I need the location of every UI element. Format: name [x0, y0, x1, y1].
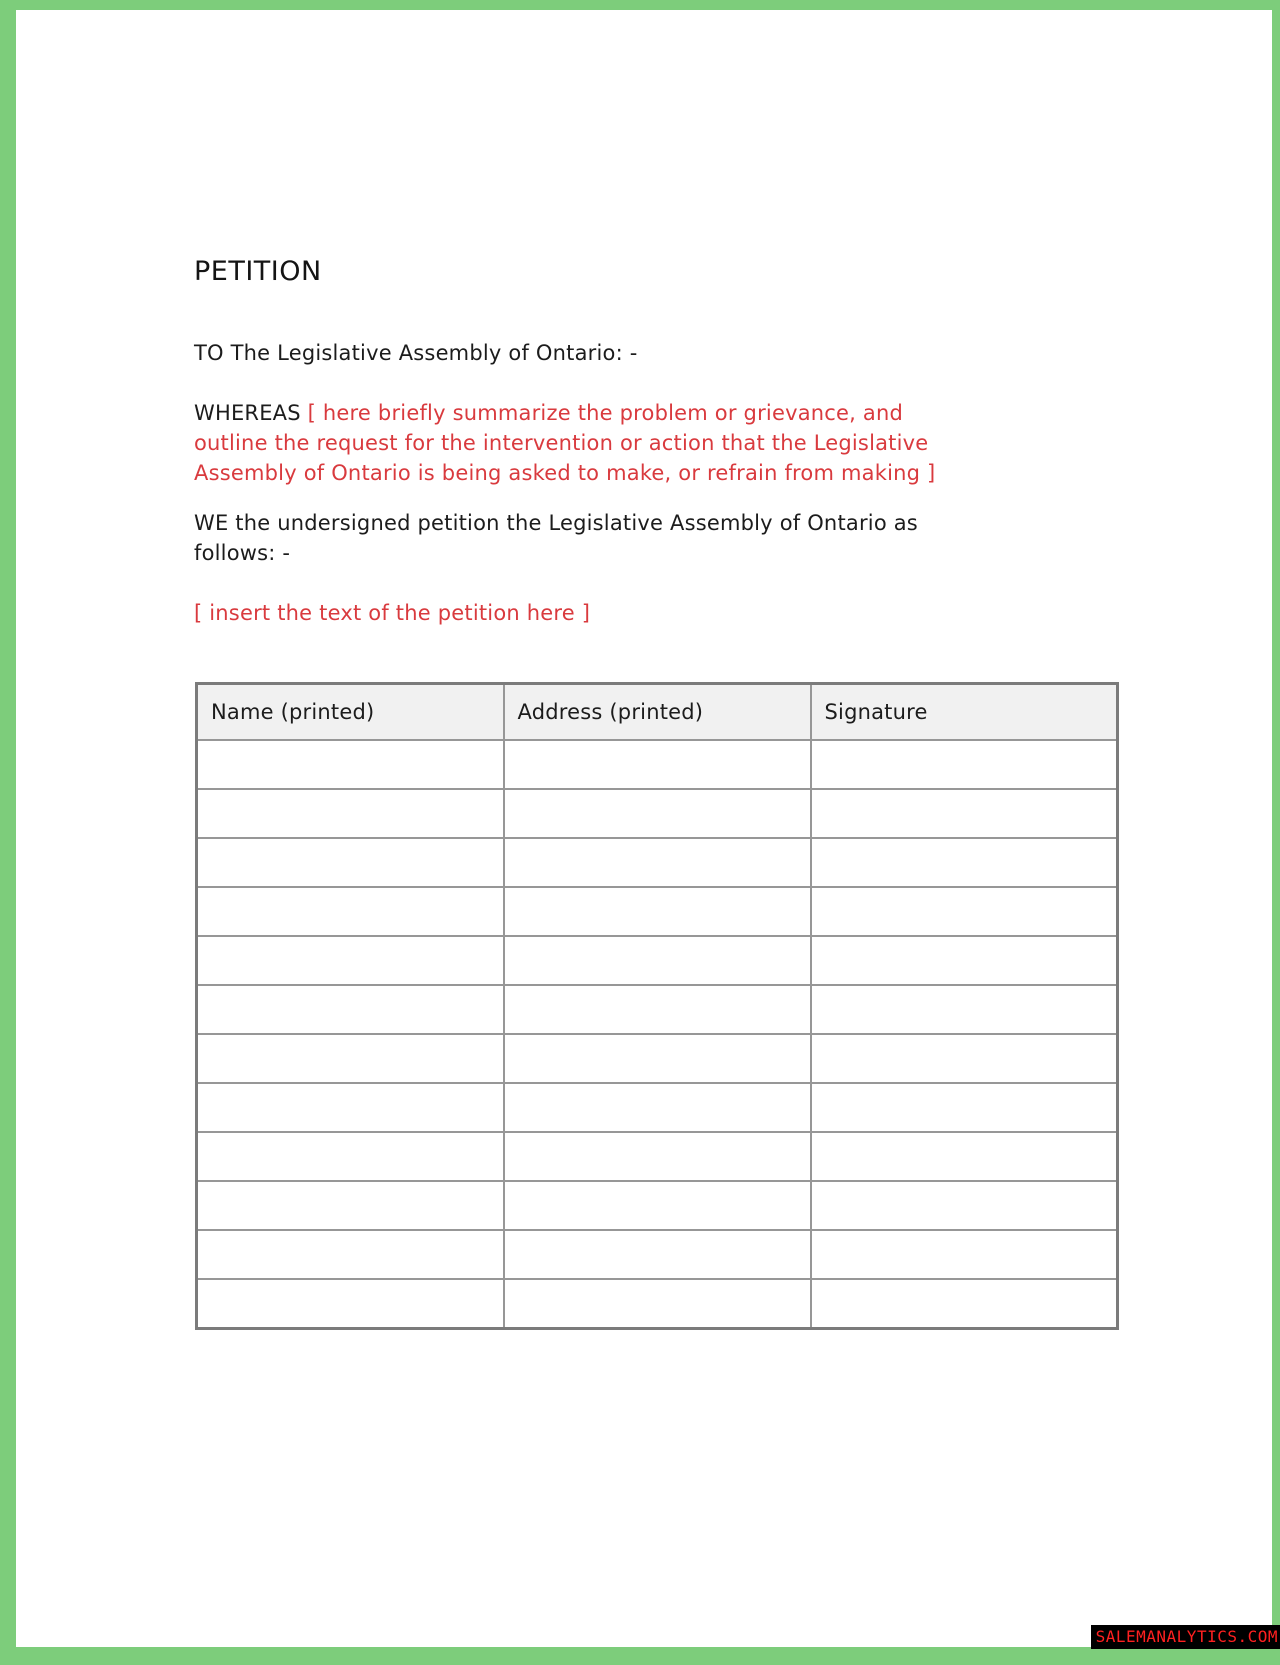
whereas-placeholder-line-1: [ here briefly summarize the problem or grievance, and: [307, 401, 904, 425]
signature-table-body: [197, 740, 1118, 1329]
signature-cell: [811, 985, 1118, 1034]
petition-clause-line-2: follows: -: [194, 541, 291, 565]
address-cell: [504, 1132, 811, 1181]
signature-row: [197, 887, 1118, 936]
name-cell: [197, 789, 504, 838]
header-name-printed: Name (printed): [197, 684, 504, 741]
watermark-badge: SALEMANALYTICS.COM: [1091, 1625, 1280, 1649]
name-cell: [197, 887, 504, 936]
signature-row: [197, 789, 1118, 838]
name-cell: [197, 985, 504, 1034]
name-cell: [197, 1034, 504, 1083]
signature-cell: [811, 1083, 1118, 1132]
address-cell: [504, 1034, 811, 1083]
signature-row: [197, 838, 1118, 887]
whereas-placeholder-line-2: outline the request for the intervention or action that the Legislative: [194, 431, 929, 455]
signature-cell: [811, 740, 1118, 789]
signature-cell: [811, 789, 1118, 838]
signature-row: [197, 1279, 1118, 1329]
signature-row: [197, 740, 1118, 789]
signature-row: [197, 1083, 1118, 1132]
signature-cell: [811, 1132, 1118, 1181]
signature-row: [197, 1132, 1118, 1181]
salutation-line: TO The Legislative Assembly of Ontario: -: [194, 341, 638, 365]
name-cell: [197, 740, 504, 789]
signature-row: [197, 985, 1118, 1034]
petition-text-placeholder: [ insert the text of the petition here ]: [194, 601, 591, 625]
signature-row: [197, 1034, 1118, 1083]
signature-table-header: [197, 684, 1118, 741]
whereas-paragraph: [194, 398, 935, 488]
signature-cell: [811, 1181, 1118, 1230]
address-cell: [504, 1279, 811, 1329]
address-cell: [504, 936, 811, 985]
signature-cell: [811, 1034, 1118, 1083]
whereas-label: WHEREAS: [194, 401, 308, 425]
name-cell: [197, 1083, 504, 1132]
signature-cell: [811, 1230, 1118, 1279]
header-address-printed: Address (printed): [504, 684, 811, 741]
name-cell: [197, 838, 504, 887]
page-title: PETITION: [194, 256, 322, 287]
address-cell: [504, 887, 811, 936]
signature-row: [197, 936, 1118, 985]
signature-cell: [811, 936, 1118, 985]
address-cell: [504, 1181, 811, 1230]
name-cell: [197, 936, 504, 985]
petition-clause: [194, 508, 918, 568]
name-cell: [197, 1181, 504, 1230]
signature-row: [197, 1230, 1118, 1279]
address-cell: [504, 1083, 811, 1132]
name-cell: [197, 1132, 504, 1181]
petition-clause-line-1: WE the undersigned petition the Legislative Assembly of Ontario as: [194, 511, 918, 535]
header-signature: Signature: [811, 684, 1118, 741]
signature-cell: [811, 887, 1118, 936]
address-cell: [504, 985, 811, 1034]
address-cell: [504, 1230, 811, 1279]
signature-cell: [811, 1279, 1118, 1329]
signature-row: [197, 1181, 1118, 1230]
address-cell: [504, 838, 811, 887]
whereas-placeholder-line-3: Assembly of Ontario is being asked to make, or refrain from making ]: [194, 461, 936, 485]
signature-table: [195, 682, 1119, 1330]
name-cell: [197, 1230, 504, 1279]
document-sheet: [16, 10, 1278, 1647]
document-content: [16, 10, 1280, 1665]
name-cell: [197, 1279, 504, 1329]
header-row: [197, 684, 1118, 741]
address-cell: [504, 789, 811, 838]
signature-cell: [811, 838, 1118, 887]
address-cell: [504, 740, 811, 789]
